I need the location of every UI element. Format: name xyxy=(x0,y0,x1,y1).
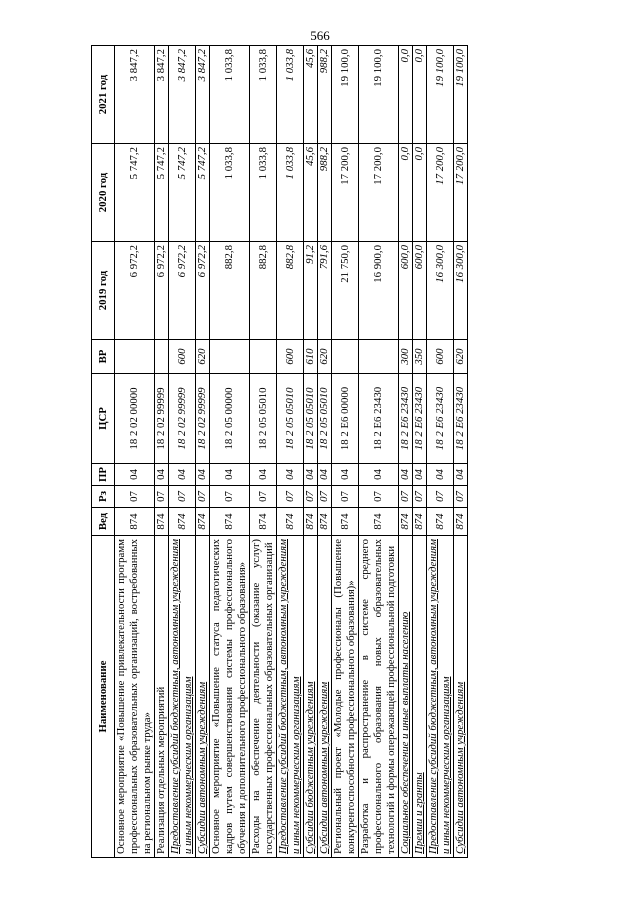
cell-2021: 45,6 xyxy=(304,46,318,144)
cell-rz: 07 xyxy=(277,486,304,508)
cell-name: Реализация отдельных мероприятий xyxy=(155,536,169,858)
cell-rz: 07 xyxy=(155,486,169,508)
cell-2019: 21 750,0 xyxy=(332,242,359,340)
cell-name: Расходы на обеспечение деятельности (оказание услуг) государственных профессиональных образовательных организаций xyxy=(250,536,277,858)
cell-pr: 04 xyxy=(304,464,318,486)
table-row xyxy=(210,46,250,858)
table-row xyxy=(427,46,454,858)
cell-name: Субсидии бюджетным учреждениям xyxy=(304,536,318,858)
cell-2019: 16 300,0 xyxy=(454,242,468,340)
cell-csr: 18 2 Е6 00000 xyxy=(332,374,359,464)
cell-2019: 16 900,0 xyxy=(359,242,399,340)
cell-2021: 0,0 xyxy=(413,46,427,144)
cell-2020: 988,2 xyxy=(318,144,332,242)
cell-csr: 18 2 02 99999 xyxy=(155,374,169,464)
cell-pr: 04 xyxy=(427,464,454,486)
cell-ved: 874 xyxy=(427,508,454,536)
cell-csr: 18 2 05 05010 xyxy=(304,374,318,464)
header-vr: ВР xyxy=(92,340,115,374)
cell-pr: 04 xyxy=(210,464,250,486)
cell-vr xyxy=(210,340,250,374)
header-2020: 2020 год xyxy=(92,144,115,242)
header-csr: ЦСР xyxy=(92,374,115,464)
header-row xyxy=(92,46,115,858)
table-row xyxy=(304,46,318,858)
cell-pr: 04 xyxy=(454,464,468,486)
table-row xyxy=(332,46,359,858)
cell-name: Социальное обеспечение и иные выплаты населению xyxy=(399,536,413,858)
cell-rz: 07 xyxy=(210,486,250,508)
cell-rz: 07 xyxy=(359,486,399,508)
cell-2021: 19 100,0 xyxy=(332,46,359,144)
cell-vr: 620 xyxy=(454,340,468,374)
cell-vr: 620 xyxy=(318,340,332,374)
cell-rz: 07 xyxy=(427,486,454,508)
cell-name: Предоставление субсидий бюджетным, автономным учреждениям и иным некоммерческим организациям xyxy=(277,536,304,858)
cell-2021: 3 847,2 xyxy=(115,46,155,144)
cell-vr xyxy=(359,340,399,374)
cell-vr: 350 xyxy=(413,340,427,374)
cell-csr: 18 2 Е6 23430 xyxy=(427,374,454,464)
cell-rz: 07 xyxy=(196,486,210,508)
cell-rz: 07 xyxy=(332,486,359,508)
cell-2019: 791,6 xyxy=(318,242,332,340)
cell-vr: 600 xyxy=(427,340,454,374)
cell-pr: 04 xyxy=(115,464,155,486)
cell-2020: 5 747,2 xyxy=(155,144,169,242)
cell-pr: 04 xyxy=(196,464,210,486)
cell-2020: 5 747,2 xyxy=(196,144,210,242)
header-2021: 2021 год xyxy=(92,46,115,144)
cell-rz: 07 xyxy=(454,486,468,508)
cell-2020: 0,0 xyxy=(399,144,413,242)
cell-pr: 04 xyxy=(318,464,332,486)
page-number: 566 xyxy=(310,28,330,43)
cell-2020: 1 033,8 xyxy=(277,144,304,242)
cell-2020: 17 200,0 xyxy=(427,144,454,242)
cell-vr: 300 xyxy=(399,340,413,374)
cell-csr: 18 2 05 05010 xyxy=(318,374,332,464)
cell-ved: 874 xyxy=(332,508,359,536)
cell-name: Субсидии автономным учреждениям xyxy=(454,536,468,858)
cell-2021: 19 100,0 xyxy=(427,46,454,144)
cell-csr: 18 2 Е6 23430 xyxy=(413,374,427,464)
cell-2021: 0,0 xyxy=(399,46,413,144)
cell-rz: 07 xyxy=(399,486,413,508)
cell-csr: 18 2 Е6 23430 xyxy=(454,374,468,464)
cell-ved: 874 xyxy=(413,508,427,536)
cell-2019: 6 972,2 xyxy=(115,242,155,340)
cell-vr xyxy=(155,340,169,374)
cell-vr xyxy=(115,340,155,374)
cell-2021: 3 847,2 xyxy=(155,46,169,144)
table-row xyxy=(454,46,468,858)
cell-vr xyxy=(332,340,359,374)
cell-2019: 6 972,2 xyxy=(196,242,210,340)
cell-rz: 07 xyxy=(169,486,196,508)
header-rz: Рз xyxy=(92,486,115,508)
cell-name: Субсидии автономным учреждениям xyxy=(318,536,332,858)
cell-csr: 18 2 02 99999 xyxy=(169,374,196,464)
cell-2020: 17 200,0 xyxy=(332,144,359,242)
rotated-table-container xyxy=(91,46,546,858)
cell-ved: 874 xyxy=(399,508,413,536)
cell-2021: 3 847,2 xyxy=(169,46,196,144)
cell-vr: 620 xyxy=(196,340,210,374)
cell-ved: 874 xyxy=(318,508,332,536)
header-ved: Вед xyxy=(92,508,115,536)
table-row xyxy=(155,46,169,858)
cell-pr: 04 xyxy=(413,464,427,486)
table-row xyxy=(250,46,277,858)
cell-vr: 610 xyxy=(304,340,318,374)
cell-rz: 07 xyxy=(115,486,155,508)
table-row xyxy=(115,46,155,858)
table-row xyxy=(277,46,304,858)
table-row xyxy=(413,46,427,858)
cell-pr: 04 xyxy=(250,464,277,486)
cell-2019: 600,0 xyxy=(413,242,427,340)
cell-2021: 988,2 xyxy=(318,46,332,144)
cell-2019: 600,0 xyxy=(399,242,413,340)
cell-ved: 874 xyxy=(359,508,399,536)
table-row xyxy=(399,46,413,858)
cell-name: Разработка и распространение в системе среднего профессионального образования новых образовательных технологий и формы опережающей профессиональной подготовки xyxy=(359,536,399,858)
cell-2020: 17 200,0 xyxy=(454,144,468,242)
cell-name: Предоставление субсидий бюджетным, автономным учреждениям и иным некоммерческим организациям xyxy=(169,536,196,858)
budget-table xyxy=(91,45,468,858)
header-name: Наименование xyxy=(92,536,115,858)
cell-pr: 04 xyxy=(169,464,196,486)
cell-pr: 04 xyxy=(359,464,399,486)
cell-vr: 600 xyxy=(169,340,196,374)
cell-pr: 04 xyxy=(332,464,359,486)
table-row xyxy=(169,46,196,858)
cell-rz: 07 xyxy=(250,486,277,508)
header-2019: 2019 год xyxy=(92,242,115,340)
cell-2021: 19 100,0 xyxy=(454,46,468,144)
cell-2019: 6 972,2 xyxy=(169,242,196,340)
cell-ved: 874 xyxy=(210,508,250,536)
cell-name: Премии и гранты xyxy=(413,536,427,858)
cell-pr: 04 xyxy=(399,464,413,486)
cell-ved: 874 xyxy=(169,508,196,536)
table-row xyxy=(196,46,210,858)
cell-pr: 04 xyxy=(277,464,304,486)
cell-2020: 1 033,8 xyxy=(210,144,250,242)
cell-csr: 18 2 Е6 23430 xyxy=(359,374,399,464)
cell-vr xyxy=(250,340,277,374)
cell-name: Основное мероприятие «Повышение привлекательности программ профессиональных образовательных организаций, востребованных на региональном рынке труда» xyxy=(115,536,155,858)
cell-vr: 600 xyxy=(277,340,304,374)
cell-name: Основное мероприятие «Повышение статуса педагогических кадров путем совершенствования системы профессионального обучения и дополнительного профессионального образования» xyxy=(210,536,250,858)
cell-ved: 874 xyxy=(115,508,155,536)
table-row xyxy=(359,46,399,858)
cell-2021: 1 033,8 xyxy=(250,46,277,144)
cell-ved: 874 xyxy=(196,508,210,536)
cell-csr: 18 2 05 00000 xyxy=(210,374,250,464)
cell-2020: 45,6 xyxy=(304,144,318,242)
cell-2019: 16 300,0 xyxy=(427,242,454,340)
cell-ved: 874 xyxy=(277,508,304,536)
cell-2021: 3 847,2 xyxy=(196,46,210,144)
cell-name: Субсидии автономным учреждениям xyxy=(196,536,210,858)
cell-ved: 874 xyxy=(454,508,468,536)
cell-2020: 5 747,2 xyxy=(169,144,196,242)
cell-ved: 874 xyxy=(250,508,277,536)
cell-ved: 874 xyxy=(155,508,169,536)
cell-2020: 5 747,2 xyxy=(115,144,155,242)
cell-2019: 882,8 xyxy=(277,242,304,340)
cell-2021: 19 100,0 xyxy=(359,46,399,144)
cell-2019: 6 972,2 xyxy=(155,242,169,340)
cell-name: Предоставление субсидий бюджетным, автономным учреждениям и иным некоммерческим организациям xyxy=(427,536,454,858)
header-pr: ПР xyxy=(92,464,115,486)
cell-csr: 18 2 05 05010 xyxy=(250,374,277,464)
cell-2019: 91,2 xyxy=(304,242,318,340)
cell-2019: 882,8 xyxy=(210,242,250,340)
table-row xyxy=(318,46,332,858)
cell-csr: 18 2 02 99999 xyxy=(196,374,210,464)
cell-pr: 04 xyxy=(155,464,169,486)
cell-rz: 07 xyxy=(318,486,332,508)
cell-2021: 1 033,8 xyxy=(210,46,250,144)
cell-csr: 18 2 05 05010 xyxy=(277,374,304,464)
cell-2020: 1 033,8 xyxy=(250,144,277,242)
cell-name: Региональный проект «Молодые профессионалы (Повышение конкурентоспособности профессионального образования)» xyxy=(332,536,359,858)
cell-csr: 18 2 02 00000 xyxy=(115,374,155,464)
cell-2020: 17 200,0 xyxy=(359,144,399,242)
cell-2020: 0,0 xyxy=(413,144,427,242)
cell-csr: 18 2 Е6 23430 xyxy=(399,374,413,464)
cell-2021: 1 033,8 xyxy=(277,46,304,144)
cell-2019: 882,8 xyxy=(250,242,277,340)
cell-rz: 07 xyxy=(413,486,427,508)
cell-ved: 874 xyxy=(304,508,318,536)
cell-rz: 07 xyxy=(304,486,318,508)
